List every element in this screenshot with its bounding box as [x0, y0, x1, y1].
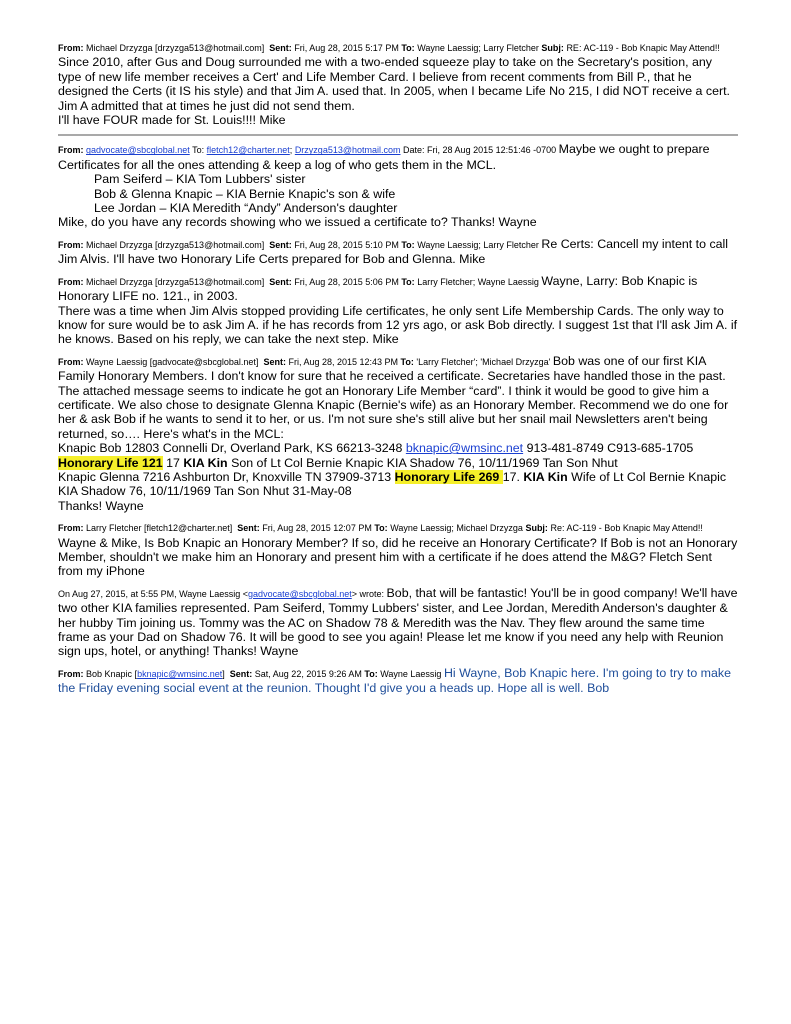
message-body: Since 2010, after Gus and Doug surrounded me with a two-ended squeeze play to take on the Secretary's position, any type of new life member receives a Cert' and Life Member Card. I believe from recent comments from Bill P., that he designed the Certs (it IS his style) and that Jim A. used that. In 2005, when I became Life No 215, I did NOT receive a cert. Jim A admitted that at times he just did not send them.	[58, 55, 730, 113]
sent-label: Sent:	[269, 43, 292, 53]
message-header	[58, 357, 553, 367]
subj-label: Subj:	[525, 523, 548, 534]
from-value: ]	[222, 668, 225, 679]
sent-value: Fri, Aug 28, 2015 12:07 PM	[262, 523, 372, 534]
from-value: Michael Drzyzga [drzyzga513@hotmail.com]	[86, 276, 265, 287]
list-item: Bob & Glenna Knapic – KIA Bernie Knapic's son & wife	[94, 186, 396, 201]
to-label: To:	[192, 145, 205, 156]
date-value: Fri, 28 Aug 2015 12:51:46 -0700	[427, 145, 557, 156]
from-email-link[interactable]: gadvocate@sbcglobal.net	[86, 145, 190, 156]
message-body: Bob, that will be fantastic! You'll be in good company! We'll have two other KIA families represented. Pam Seiferd, Tommy Lubbers' sister, and Lee Jordan, Meredith Anderson's daughter & her hubby Tim joining us. Tommy was the AC on Shadow 78 & Meredith was the Nav. They flew around the same time frame as your Dad on Shadow 76. It will be good to see you again! Please let me know if you need any help with Reunion sign ups, hotel, or anything! Thanks! Wayne	[58, 585, 738, 659]
to-value: Larry Fletcher; Wayne Laessig	[417, 276, 539, 287]
to-email-link[interactable]: Drzyzga513@hotmail.com	[294, 145, 401, 156]
to-label: To:	[401, 239, 415, 250]
email-message	[58, 520, 738, 579]
from-value: Bob Knapic [	[86, 668, 138, 679]
email-link[interactable]: bknapic@wmsinc.net	[137, 668, 223, 679]
email-link[interactable]: bknapic@wmsinc.net	[405, 441, 524, 456]
to-value: Wayne Laessig	[380, 668, 442, 679]
email-message	[58, 274, 738, 347]
email-thread	[58, 40, 738, 703]
reply-intro-text: > wrote:	[351, 588, 385, 599]
mcl-record	[58, 456, 738, 470]
from-label: From:	[58, 145, 84, 156]
from-label: From:	[58, 668, 84, 679]
to-value: 'Larry Fletcher'; 'Michael Drzyzga'	[416, 356, 551, 367]
from-value: Michael Drzyzga [drzyzga513@hotmail.com]	[86, 239, 265, 250]
kia-label: KIA Kin	[183, 455, 228, 470]
message-header	[58, 43, 720, 53]
message-body: Maybe we ought to prepare Certificates for all the ones attending & keep a log of who gets them in the MCL.	[58, 142, 710, 172]
subj-value: RE: AC-119 - Bob Knapic May Attend!!	[566, 43, 720, 53]
sent-label: Sent:	[229, 668, 253, 679]
to-email-link[interactable]: fletch12@charter.net	[206, 145, 290, 156]
to-label: To:	[374, 523, 388, 534]
email-message	[58, 142, 738, 229]
from-value: Larry Fletcher [fletch12@charter.net]	[86, 523, 233, 534]
reply-intro	[58, 589, 387, 599]
mcl-text: Knapic Bob 12803 Connelli Dr, Overland Park, KS 66213-3248	[58, 441, 406, 456]
email-message	[58, 354, 738, 513]
sent-value: Fri, Aug 28, 2015 5:06 PM	[294, 276, 399, 287]
highlight-badge: Honorary Life 269	[394, 469, 503, 484]
to-label: To:	[400, 356, 414, 367]
sent-value: Fri, Aug 28, 2015 12:43 PM	[288, 356, 399, 367]
list-item: Pam Seiferd – KIA Tom Lubbers' sister	[94, 172, 306, 187]
mcl-record	[58, 470, 738, 499]
message-header	[58, 523, 703, 533]
from-label: From:	[58, 239, 84, 250]
subj-label: Subj:	[541, 43, 564, 53]
separator	[58, 134, 738, 136]
message-body-line: Thanks! Wayne	[58, 498, 144, 513]
mcl-text: Knapic Glenna 7216 Ashburton Dr, Knoxville TN 37909-3713	[58, 469, 395, 484]
message-header	[58, 240, 541, 250]
to-label: To:	[401, 43, 415, 53]
mcl-record	[58, 441, 738, 455]
mcl-text: Son of Lt Col Bernie Knapic KIA Shadow 76, 10/11/1969 Tan Son Nhut	[227, 455, 618, 470]
from-label: From:	[58, 356, 84, 367]
email-message	[58, 40, 738, 127]
message-body-line: I'll have FOUR made for St. Louis!!!! Mike	[58, 113, 286, 128]
to-value: Wayne Laessig; Michael Drzyzga	[390, 523, 523, 534]
to-value: Wayne Laessig; Larry Fletcher	[417, 43, 539, 53]
message-body: Wayne, Larry: Bob Knapic is Honorary LIFE no. 121., in 2003.	[58, 273, 698, 304]
email-message	[58, 237, 738, 267]
message-body: Bob was one of our first KIA Family Honorary Members. I don't know for sure that he received a certificate. Secretaries have handled those in the past. The attached message seems to indicate he got an Honorary Life Member “card”. I think it would be good to give him a certificate. We also chose to designate Glenna Knapic (Bernie's wife) as an Honorary Member. Recommend we do one for her & ask Bob if he wants to send it to her, or us. I'm not sure she's still alive but her snail mail Newsletters aren't being returned, so…. Here's what's in the MCL:	[58, 353, 729, 441]
sent-value: Sat, Aug 22, 2015 9:26 AM	[254, 668, 362, 679]
from-label: From:	[58, 43, 84, 53]
message-header	[58, 669, 444, 679]
sent-label: Sent:	[263, 356, 286, 367]
subj-value: Re: AC-119 - Bob Knapic May Attend!!	[550, 523, 703, 534]
message-header: From: gadvocate@sbcglobal.net To: fletch12@charter.net; Drzyzga513@hotmail.com Date: Fri, 28 Aug 2015 12:51:46 -0700	[58, 145, 557, 156]
sent-value: Fri, Aug 28, 2015 5:10 PM	[294, 239, 399, 250]
message-body-line: There was a time when Jim Alvis stopped providing Life certificates, he only sent Life Membership Cards. The only way to know for sure would be to ask Jim A. if he has records from 12 yrs ago, or ask Bob directly. I suggest 1st that I'll ask Jim A. if he knows. Based on his reply, we can take the next step. Mike	[58, 303, 738, 347]
from-value: Wayne Laessig [gadvocate@sbcglobal.net]	[86, 356, 259, 367]
sent-value: Fri, Aug 28, 2015 5:17 PM	[294, 43, 399, 53]
mcl-text: 17	[162, 455, 184, 470]
to-label: To:	[401, 276, 415, 287]
message-header	[58, 277, 541, 287]
from-label: From:	[58, 276, 84, 287]
highlight-badge: Honorary Life 121	[58, 455, 163, 470]
message-body: Re Certs: Cancell my intent to call Jim Alvis. I'll have two Honorary Life Certs prepared for Bob and Glenna. Mike	[58, 236, 729, 267]
sent-label: Sent:	[237, 523, 260, 534]
message-body: Hi Wayne, Bob Knapic here. I'm going to try to make the Friday evening social event at the reunion. Thought I'd give you a heads up. Hope all is well. Bob	[58, 665, 731, 696]
to-label: To:	[364, 668, 378, 679]
date-label: Date:	[403, 145, 425, 156]
attendee-list	[58, 172, 738, 215]
email-message	[58, 666, 738, 696]
from-label: From:	[58, 523, 84, 534]
message-body: Wayne & Mike, Is Bob Knapic an Honorary Member? If so, did he receive an Honorary Certificate? If Bob is not an Honorary Member, shouldn't we make him an Honorary and present him with a certificate if he does attend the M&G? Fletch Sent from my iPhone	[58, 535, 738, 579]
email-link[interactable]: gadvocate@sbcglobal.net	[248, 588, 352, 599]
reply-intro-text: On Aug 27, 2015, at 5:55 PM, Wayne Laessig <	[58, 588, 249, 599]
email-message	[58, 586, 738, 659]
mcl-text: 913-481-8749 C913-685-1705	[523, 441, 694, 456]
message-body-line: Mike, do you have any records showing who we issued a certificate to? Thanks! Wayne	[58, 215, 537, 230]
to-value: Wayne Laessig; Larry Fletcher	[417, 239, 539, 250]
list-item: Lee Jordan – KIA Meredith “Andy” Anderson's daughter	[94, 201, 398, 216]
sent-label: Sent:	[269, 276, 292, 287]
mcl-text: 17.	[502, 469, 524, 484]
kia-label: KIA Kin	[523, 469, 568, 484]
from-value: Michael Drzyzga [drzyzga513@hotmail.com]	[86, 43, 265, 53]
sent-label: Sent:	[269, 239, 292, 250]
mcl-text: Wife of Lt Col Bernie Knapic KIA Shadow 76, 10/11/1969 Tan Son Nhut 31-May-08	[58, 469, 727, 499]
